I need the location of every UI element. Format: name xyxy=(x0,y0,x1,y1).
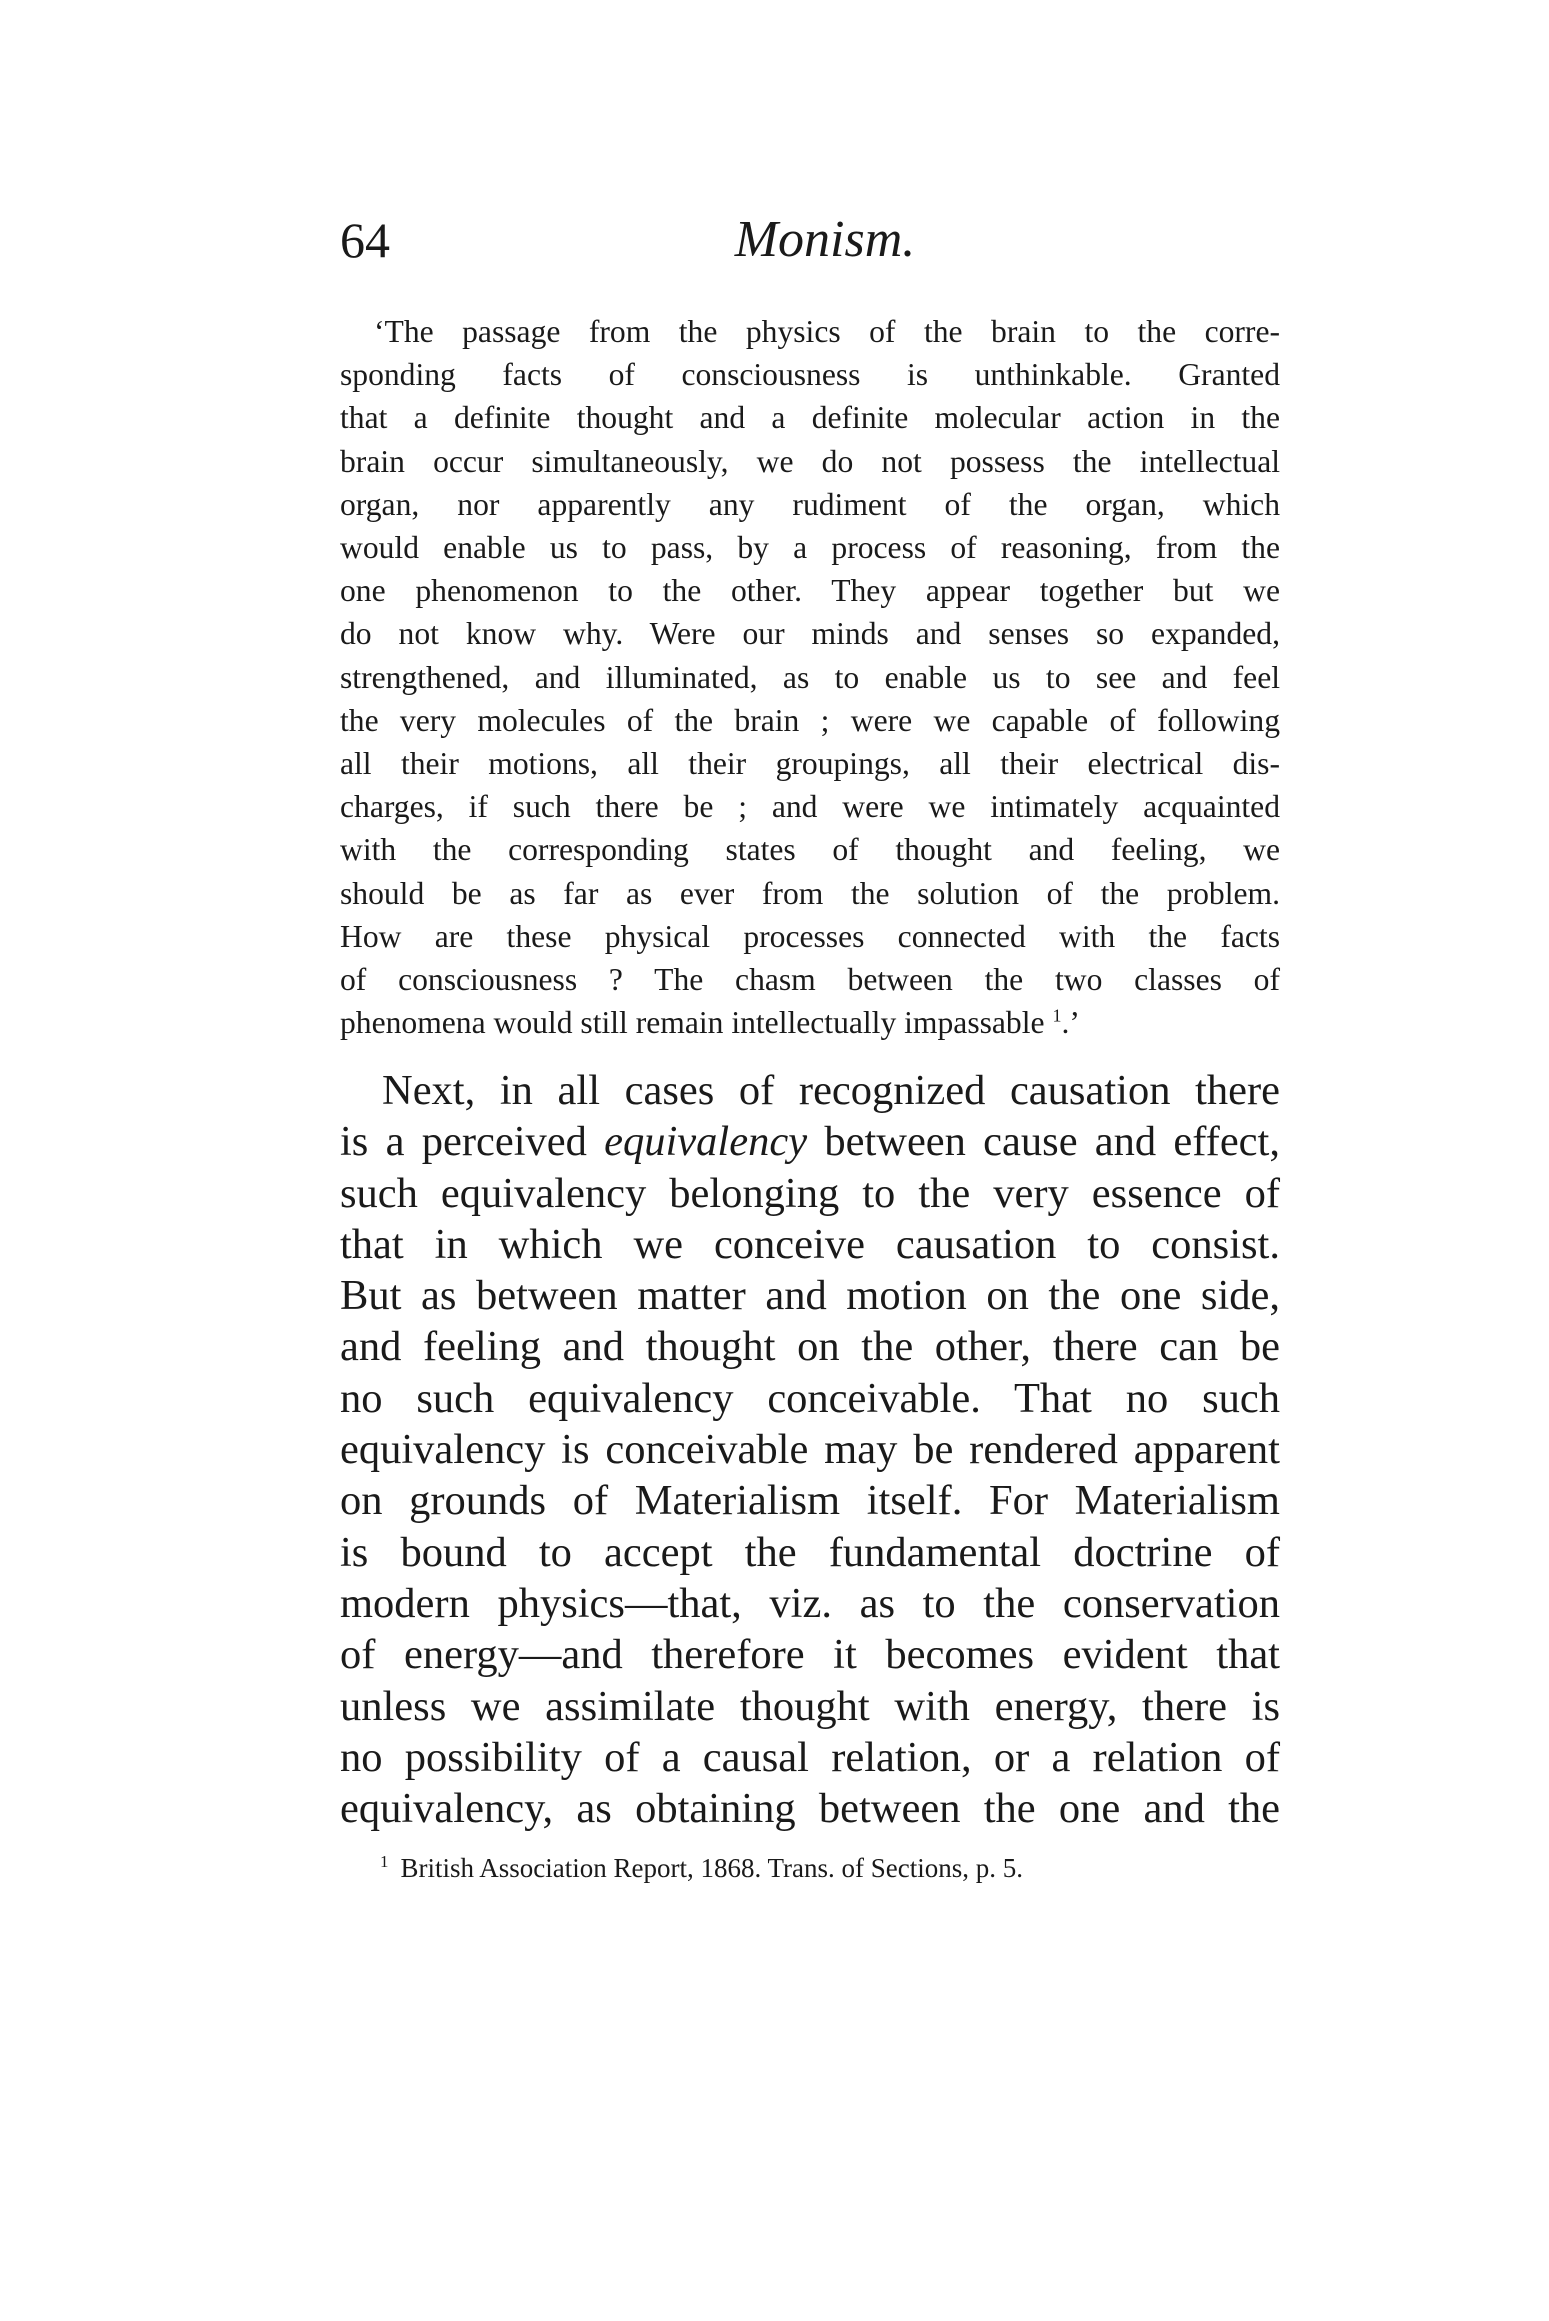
paragraph-line: no such equivalency conceivable. That no such xyxy=(340,1374,1280,1422)
footnote-reference[interactable]: 1 xyxy=(1052,1005,1062,1026)
paragraph-line: equivalency, as obtaining between the one and the xyxy=(340,1785,1280,1833)
page-number: 64 xyxy=(340,212,390,268)
main-paragraph xyxy=(340,1065,1280,1834)
quoted-passage xyxy=(340,310,1280,1044)
paragraph-line: that in which we conceive causation to consist. xyxy=(340,1220,1280,1268)
quote-line: the very molecules of the brain ; were we capable of following xyxy=(340,702,1280,738)
paragraph-line: is bound to accept the fundamental doctrine of xyxy=(340,1528,1280,1576)
quote-line: strengthened, and illuminated, as to enable us to see and feel xyxy=(340,659,1280,695)
quote-line: one phenomenon to the other. They appear together but we xyxy=(340,573,1280,609)
emphasized-term: equivalency xyxy=(604,1118,808,1166)
paragraph-line: no possibility of a causal relation, or a relation of xyxy=(340,1733,1280,1781)
footnote-marker: 1 xyxy=(380,1852,389,1871)
paragraph-line: such equivalency belonging to the very essence of xyxy=(340,1169,1280,1217)
quote-line: organ, nor apparently any rudiment of the organ, which xyxy=(340,486,1280,522)
footnote-text: British Association Report, 1868. Trans. of Sections, p. 5. xyxy=(400,1853,1024,1883)
running-title: Monism. xyxy=(734,211,916,268)
quote-line: would enable us to pass, by a process of reasoning, from the xyxy=(340,530,1280,566)
paragraph-line: unless we assimilate thought with energy, there is xyxy=(340,1682,1280,1730)
paragraph-line xyxy=(340,1116,1280,1167)
quote-last-line-text: phenomena would still remain intellectually impassable xyxy=(340,1005,1045,1041)
quote-line: How are these physical processes connected with the facts xyxy=(340,918,1280,954)
footnote xyxy=(340,1850,1280,1886)
quote-line: that a definite thought and a definite molecular action in the xyxy=(340,400,1280,436)
paragraph-line: of energy—and therefore it becomes evident that xyxy=(340,1631,1280,1679)
paragraph-line: on grounds of Materialism itself. For Materialism xyxy=(340,1477,1280,1525)
paragraph-line: modern physics—that, viz. as to the conservation xyxy=(340,1579,1280,1627)
quote-last-line xyxy=(340,1001,1280,1044)
quote-closing-mark: .’ xyxy=(1061,1005,1080,1041)
paragraph-line: equivalency is conceivable may be rendered apparent xyxy=(340,1426,1280,1474)
quote-line: ‘The passage from the physics of the brain to the corre- xyxy=(374,314,1280,349)
quote-line: with the corresponding states of thought and feeling, we xyxy=(340,832,1280,868)
quote-line: charges, if such there be ; and were we intimately acquainted xyxy=(340,789,1280,825)
page-header xyxy=(340,210,1280,290)
paragraph-line: Next, in all cases of recognized causation there xyxy=(382,1067,1280,1114)
quote-line: should be as far as ever from the solution of the problem. xyxy=(340,875,1280,911)
paragraph-line: But as between matter and motion on the one side, xyxy=(340,1272,1280,1320)
paragraph-line: and feeling and thought on the other, there can be xyxy=(340,1323,1280,1371)
quote-line: of consciousness ? The chasm between the two classes of xyxy=(340,962,1280,998)
quote-line: all their motions, all their groupings, all their electrical dis- xyxy=(340,746,1280,782)
paragraph-line-text: is a perceived xyxy=(340,1118,605,1166)
quote-line: sponding facts of consciousness is unthinkable. Granted xyxy=(340,357,1280,393)
quote-line: do not know why. Were our minds and senses so expanded, xyxy=(340,616,1280,652)
quote-line: brain occur simultaneously, we do not possess the intellectual xyxy=(340,443,1280,479)
paragraph-line-text: between cause and effect, xyxy=(807,1118,1280,1166)
